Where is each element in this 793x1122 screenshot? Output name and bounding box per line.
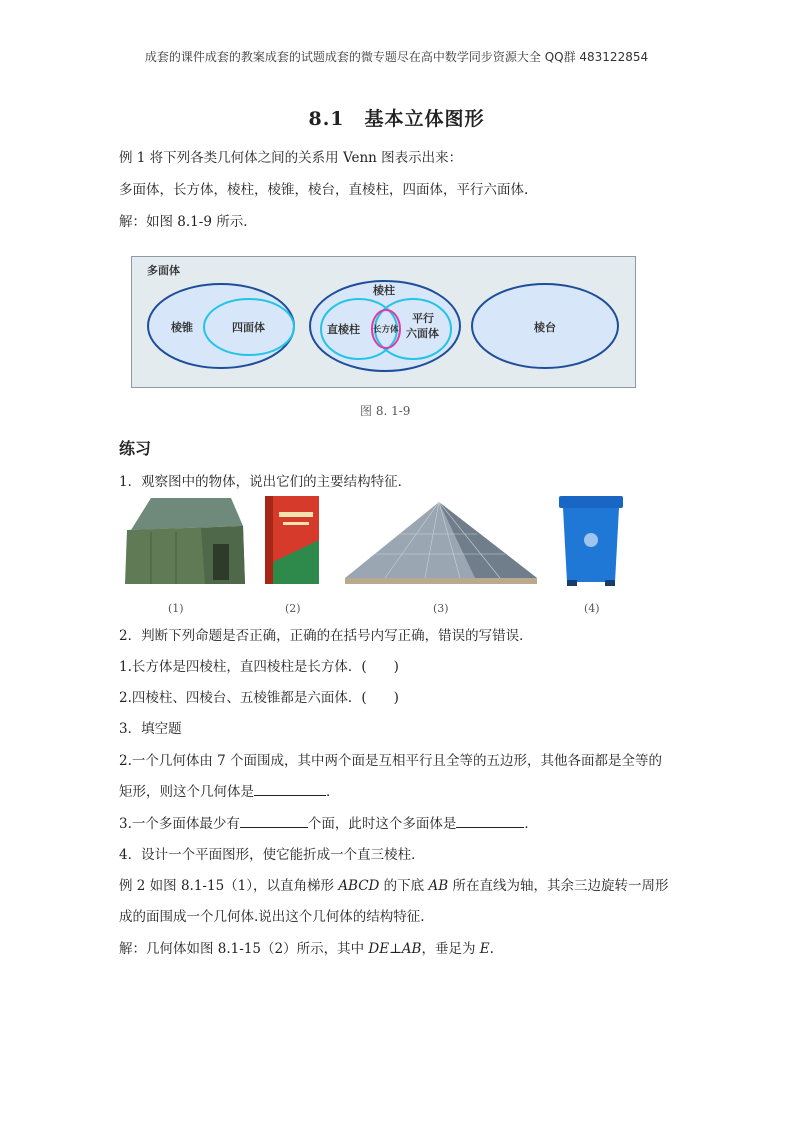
exercise-q1: 1．观察图中的物体，说出它们的主要结构特征． [119, 474, 412, 490]
photo-label-2: (2) [285, 602, 301, 615]
q3-1-text: 矩形，则这个几何体是 [119, 784, 254, 800]
venn-label-right-prism: 直棱柱 [327, 323, 360, 336]
venn-label-frustum: 棱台 [534, 321, 556, 334]
exercise-q3-2 [119, 812, 538, 832]
ex2-l3-de: DE [368, 941, 390, 957]
exercise-heading: 练习 [119, 439, 152, 458]
venn-label-parallelepiped-2: 六面体 [406, 327, 439, 340]
photo-label-4: (4) [584, 602, 600, 615]
q3-1-end: ． [326, 784, 340, 800]
example1-line2: 多面体，长方体，棱柱，棱锥，棱台，直棱柱，四面体，平行六面体. [119, 182, 529, 198]
ex2-l1-a: 例 2 如图 8.1-15（1），以直角梯形 [119, 878, 339, 894]
venn-diagram [131, 256, 636, 388]
ex2-l3-point-e: E [479, 941, 490, 957]
ex2-l1-c: 的下底 [379, 878, 429, 894]
example2-solution [119, 937, 494, 957]
exercise-q2: 2．判断下列命题是否正确，正确的在括号内写正确，错误的写错误． [119, 628, 533, 644]
venn-label-pyramid: 棱锥 [171, 321, 193, 334]
q3-2-text-a: 3.一个多面体最少有 [119, 816, 240, 832]
venn-ellipse-pyramid [148, 284, 294, 368]
book-photo [261, 492, 323, 588]
tent-photo [121, 492, 245, 588]
example2-line2: 成的面围成一个几何体.说出这个几何体的结构特征. [119, 909, 425, 925]
photo-label-3: (3) [433, 602, 449, 615]
exercise-q3-1-line1: 2.一个几何体由 7 个面围成，其中两个面是互相平行且全等的五边形，其他各面都是全等的 [119, 753, 663, 769]
answer-blank-3 [456, 815, 524, 828]
ex2-l1-abcd: ABCD [338, 878, 380, 894]
exercise-q3-1-line2 [119, 780, 340, 800]
page-header: 成套的课件成套的教案成套的试题成套的微专题尽在高中数学同步资源大全 QQ群 483122854 [144, 50, 649, 64]
q3-2-text-b: 个面，此时这个多面体是 [307, 816, 457, 832]
venn-label-prism: 棱柱 [373, 284, 395, 297]
venn-outer-label: 多面体 [147, 264, 180, 277]
ex2-l3-perp: ⊥ [389, 941, 402, 957]
ex2-l1-ab: AB [428, 878, 449, 894]
venn-caption: 图 8. 1-9 [360, 404, 411, 418]
example1-solution: 解：如图 8.1-9 所示. [119, 214, 248, 230]
trash-bin-photo [557, 492, 625, 588]
venn-label-tetrahedron: 四面体 [232, 321, 265, 334]
ex2-l3-end: . [489, 941, 494, 957]
section-title: 8.1 基本立体图形 [308, 108, 485, 130]
ex2-l3-e: ，垂足为 [421, 941, 480, 957]
ex2-l3-a: 解：几何体如图 8.1-15（2）所示，其中 [119, 941, 369, 957]
photo-label-1: (1) [168, 602, 184, 615]
venn-label-cuboid: 长方体 [373, 325, 399, 335]
example2-line1 [119, 874, 668, 894]
exercise-q4: 4．设计一个平面图形，使它能折成一个直三棱柱． [119, 847, 425, 863]
answer-blank-1 [254, 783, 326, 796]
ex2-l3-ab: AB [401, 941, 422, 957]
ex2-l1-e: 所在直线为轴，其余三边旋转一周形 [448, 878, 669, 894]
exercise-q2-1: 1.长方体是四棱柱，直四棱柱是长方体．( ) [119, 659, 399, 675]
answer-blank-2 [240, 815, 308, 828]
pyramid-photo [345, 492, 537, 588]
q3-2-text-c: ． [524, 816, 538, 832]
exercise-q2-2: 2.四棱柱、四棱台、五棱锥都是六面体．( ) [119, 690, 399, 706]
venn-label-parallelepiped-1: 平行 [412, 312, 434, 325]
example1-line1: 例 1 将下列各类几何体之间的关系用 Venn 图表示出来： [119, 150, 463, 166]
exercise-q3: 3．填空题 [119, 721, 182, 737]
